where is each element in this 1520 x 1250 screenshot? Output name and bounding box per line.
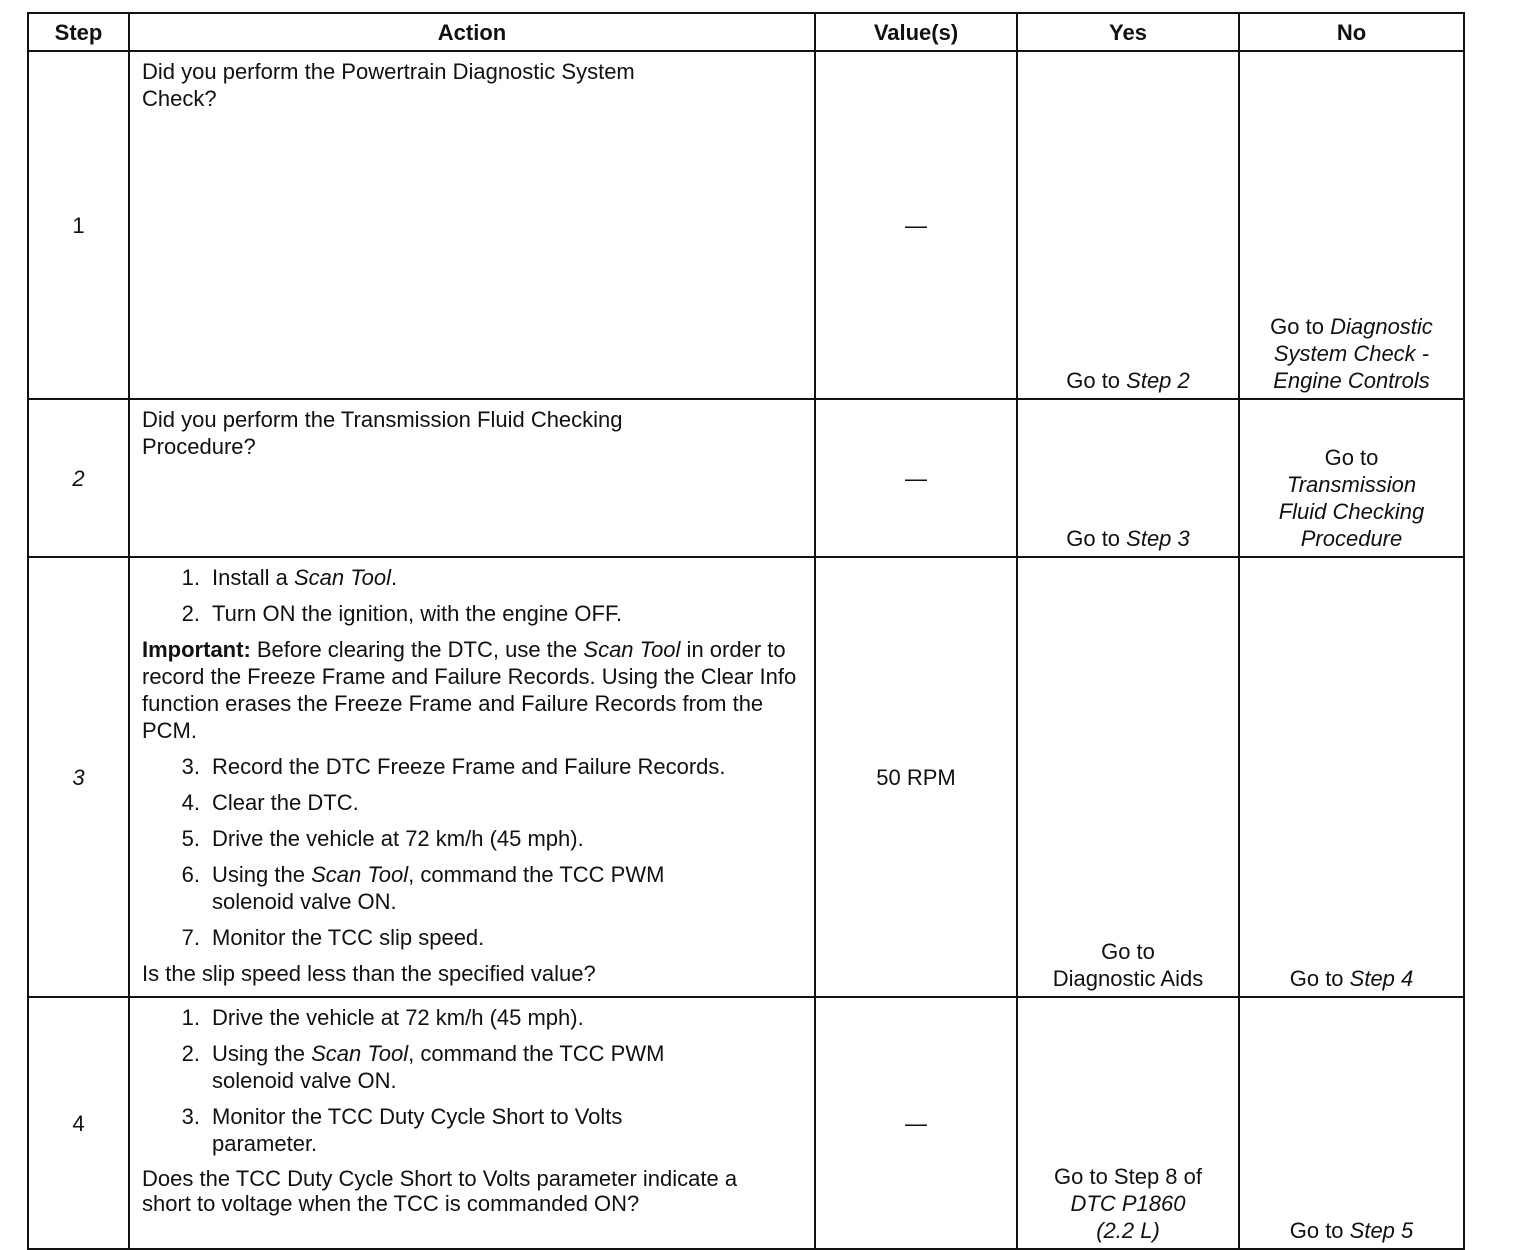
yes-cell: [1017, 399, 1239, 557]
header-row: [28, 13, 1464, 51]
yes-link[interactable]: Step 3: [1126, 526, 1190, 551]
header-no: No: [1239, 13, 1464, 51]
value-cell: —: [815, 399, 1017, 557]
important-label: Important:: [142, 637, 251, 662]
yes-prefix: Go to: [1066, 526, 1127, 551]
header-yes: Yes: [1017, 13, 1239, 51]
no-cell: [1239, 557, 1464, 997]
list-item: 5. Drive the vehicle at 72 km/h (45 mph).: [181, 826, 584, 851]
step-number: 4: [28, 997, 129, 1249]
scan-tool-term: Scan Tool: [311, 862, 409, 887]
step-number: 3: [28, 557, 129, 997]
action-cell: [129, 557, 815, 997]
scan-tool-term: Scan Tool: [293, 565, 391, 590]
diagnostic-table: [27, 12, 1465, 1250]
action-question: Does the TCC Duty Cycle Short to Volts parameter indicate a short to voltage when the TCC is commanded ON?: [142, 1166, 738, 1216]
important-note: Important: Before clearing the DTC, use the Scan Tool in order to record the Freeze Frame and Failure Records. Using the Clear Info function erases the Freeze Frame and Failure Records from the PCM.: [142, 637, 797, 743]
no-link[interactable]: Step 5: [1349, 1218, 1414, 1243]
yes-cell: [1017, 557, 1239, 997]
value-cell: —: [815, 997, 1017, 1249]
yes-line1: Go to: [1101, 939, 1155, 964]
no-prefix: Go to: [1289, 966, 1350, 991]
scan-tool-term: Scan Tool: [583, 637, 681, 662]
no-link[interactable]: Diagnostic System Check - Engine Controls: [1273, 314, 1433, 393]
action-steps-list: [142, 1004, 804, 1157]
yes-cell: [1017, 997, 1239, 1249]
table-row: [28, 51, 1464, 399]
header-action: Action: [129, 13, 815, 51]
no-prefix: Go to: [1270, 314, 1331, 339]
list-item: 2. Using the Scan Tool, command the TCC PWM solenoid valve ON.: [181, 1041, 665, 1093]
step-number: 2: [28, 399, 129, 557]
step-number: 1: [28, 51, 129, 399]
yes-link[interactable]: Step 2: [1126, 368, 1190, 393]
table-row: [28, 557, 1464, 997]
value-cell: 50 RPM: [815, 557, 1017, 997]
value-cell: —: [815, 51, 1017, 399]
yes-prefix: Go to Step 8 of: [1054, 1164, 1202, 1189]
list-item: 1. Install a Scan Tool.: [181, 565, 398, 590]
list-item: 3. Monitor the TCC Duty Cycle Short to Volts parameter.: [181, 1104, 623, 1156]
action-steps-list: [142, 753, 804, 951]
table-row: [28, 997, 1464, 1249]
header-values: Value(s): [815, 13, 1017, 51]
action-cell: [129, 399, 815, 557]
list-item: 2. Turn ON the ignition, with the engine OFF.: [181, 601, 623, 626]
action-question: Did you perform the Powertrain Diagnostic System Check?: [142, 59, 635, 111]
no-link[interactable]: Transmission Fluid Checking Procedure: [1278, 472, 1425, 551]
list-item: 4. Clear the DTC.: [181, 790, 359, 815]
table-row: [28, 399, 1464, 557]
no-cell: [1239, 997, 1464, 1249]
list-item: 7. Monitor the TCC slip speed.: [181, 925, 485, 950]
list-item: 6. Using the Scan Tool, command the TCC PWM solenoid valve ON.: [181, 862, 665, 914]
action-steps-list: [142, 564, 804, 627]
no-cell: [1239, 399, 1464, 557]
no-link[interactable]: Step 4: [1349, 966, 1414, 991]
no-prefix: Go to: [1324, 445, 1379, 470]
action-cell: [129, 51, 815, 399]
header-step: Step: [28, 13, 129, 51]
list-item: 3. Record the DTC Freeze Frame and Failure Records.: [181, 754, 726, 779]
yes-link[interactable]: DTC P1860: [1070, 1191, 1186, 1216]
action-question: Did you perform the Transmission Fluid Checking Procedure?: [142, 407, 623, 459]
yes-link-suffix[interactable]: (2.2 L): [1096, 1218, 1160, 1243]
yes-cell: [1017, 51, 1239, 399]
action-cell: [129, 997, 815, 1249]
yes-link[interactable]: Diagnostic Aids: [1052, 966, 1204, 991]
no-prefix: Go to: [1289, 1218, 1350, 1243]
list-item: 1. Drive the vehicle at 72 km/h (45 mph).: [181, 1005, 584, 1030]
action-question: Is the slip speed less than the specified value?: [142, 961, 596, 986]
yes-prefix: Go to: [1066, 368, 1127, 393]
no-cell: [1239, 51, 1464, 399]
scan-tool-term: Scan Tool: [311, 1041, 409, 1066]
